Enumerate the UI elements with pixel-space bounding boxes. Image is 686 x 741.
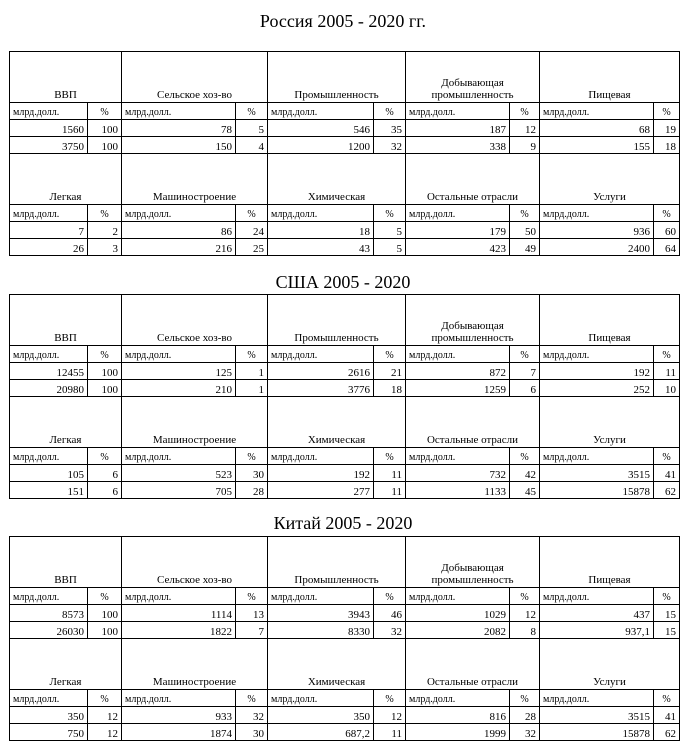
unit-label: млрд.долл. [122, 103, 236, 120]
percent-cell: 60 [654, 222, 680, 239]
percent-cell: 11 [374, 465, 406, 482]
percent-label: % [374, 205, 406, 222]
unit-label: млрд.долл. [268, 690, 374, 707]
value-cell: 546 [268, 120, 374, 137]
value-cell: 816 [406, 707, 510, 724]
percent-cell: 8 [510, 622, 540, 639]
percent-label: % [510, 588, 540, 605]
percent-cell: 46 [374, 605, 406, 622]
percent-cell: 28 [510, 707, 540, 724]
percent-label: % [88, 205, 122, 222]
percent-label: % [374, 103, 406, 120]
value-cell: 3943 [268, 605, 374, 622]
percent-label: % [236, 205, 268, 222]
percent-cell: 6 [88, 482, 122, 499]
percent-cell: 7 [510, 363, 540, 380]
value-cell: 872 [406, 363, 510, 380]
percent-cell: 28 [236, 482, 268, 499]
column-header: Добывающая промышленность [406, 537, 540, 588]
value-cell: 78 [122, 120, 236, 137]
column-header: Услуги [540, 154, 680, 205]
unit-label: млрд.долл. [406, 103, 510, 120]
value-cell: 1200 [268, 137, 374, 154]
percent-cell: 6 [88, 465, 122, 482]
percent-cell: 18 [654, 137, 680, 154]
header-row [10, 52, 680, 103]
percent-cell: 1 [236, 363, 268, 380]
unit-label: млрд.долл. [268, 448, 374, 465]
percent-label: % [510, 448, 540, 465]
column-header: Услуги [540, 397, 680, 448]
percent-cell: 30 [236, 724, 268, 741]
unit-row [10, 588, 680, 605]
table-row [10, 120, 680, 137]
value-cell: 350 [268, 707, 374, 724]
percent-cell: 15 [654, 622, 680, 639]
column-header: Пищевая [540, 295, 680, 346]
value-cell: 1029 [406, 605, 510, 622]
percent-label: % [510, 346, 540, 363]
column-header: ВВП [10, 52, 122, 103]
unit-label: млрд.долл. [406, 588, 510, 605]
percent-label: % [88, 103, 122, 120]
percent-label: % [236, 588, 268, 605]
column-header: Легкая [10, 154, 122, 205]
table-row [10, 137, 680, 154]
value-cell: 252 [540, 380, 654, 397]
section-title: Китай 2005 - 2020 [273, 513, 413, 533]
unit-label: млрд.долл. [540, 103, 654, 120]
percent-cell: 5 [374, 239, 406, 256]
percent-label: % [374, 448, 406, 465]
percent-cell: 100 [88, 120, 122, 137]
unit-label: млрд.долл. [10, 588, 88, 605]
percent-cell: 30 [236, 465, 268, 482]
unit-row [10, 346, 680, 363]
percent-label: % [654, 103, 680, 120]
column-header: Пищевая [540, 52, 680, 103]
unit-label: млрд.долл. [268, 205, 374, 222]
percent-label: % [654, 346, 680, 363]
table-row [10, 465, 680, 482]
value-cell: 750 [10, 724, 88, 741]
value-cell: 437 [540, 605, 654, 622]
value-cell: 1874 [122, 724, 236, 741]
unit-label: млрд.долл. [10, 205, 88, 222]
unit-label: млрд.долл. [540, 346, 654, 363]
unit-label: млрд.долл. [406, 690, 510, 707]
column-header: Химическая [268, 639, 406, 690]
unit-label: млрд.долл. [10, 448, 88, 465]
percent-cell: 100 [88, 605, 122, 622]
value-cell: 2400 [540, 239, 654, 256]
value-cell: 732 [406, 465, 510, 482]
value-cell: 933 [122, 707, 236, 724]
value-cell: 1822 [122, 622, 236, 639]
percent-cell: 100 [88, 363, 122, 380]
value-cell: 18 [268, 222, 374, 239]
percent-label: % [236, 103, 268, 120]
unit-row [10, 205, 680, 222]
column-header: Промышленность [268, 295, 406, 346]
table-row [10, 363, 680, 380]
column-header: Легкая [10, 639, 122, 690]
column-header: Легкая [10, 397, 122, 448]
percent-label: % [654, 205, 680, 222]
column-header: Машиностроение [122, 397, 268, 448]
column-header: Пищевая [540, 537, 680, 588]
percent-cell: 10 [654, 380, 680, 397]
unit-label: млрд.долл. [540, 205, 654, 222]
percent-cell: 100 [88, 380, 122, 397]
value-cell: 1114 [122, 605, 236, 622]
column-header: Сельское хоз-во [122, 295, 268, 346]
value-cell: 1259 [406, 380, 510, 397]
value-cell: 187 [406, 120, 510, 137]
value-cell: 3515 [540, 707, 654, 724]
value-cell: 3750 [10, 137, 88, 154]
percent-cell: 32 [374, 622, 406, 639]
value-cell: 12455 [10, 363, 88, 380]
value-cell: 216 [122, 239, 236, 256]
table-row [10, 239, 680, 256]
percent-cell: 11 [374, 482, 406, 499]
industry-table [9, 294, 680, 499]
value-cell: 8330 [268, 622, 374, 639]
percent-cell: 19 [654, 120, 680, 137]
column-header: Сельское хоз-во [122, 537, 268, 588]
percent-cell: 49 [510, 239, 540, 256]
value-cell: 1133 [406, 482, 510, 499]
value-cell: 68 [540, 120, 654, 137]
percent-cell: 3 [88, 239, 122, 256]
percent-cell: 32 [510, 724, 540, 741]
value-cell: 937,1 [540, 622, 654, 639]
unit-label: млрд.долл. [406, 448, 510, 465]
unit-label: млрд.долл. [122, 588, 236, 605]
unit-label: млрд.долл. [10, 103, 88, 120]
table-row [10, 724, 680, 741]
header-row [10, 639, 680, 690]
percent-cell: 32 [374, 137, 406, 154]
value-cell: 105 [10, 465, 88, 482]
unit-label: млрд.долл. [406, 205, 510, 222]
table-row [10, 380, 680, 397]
value-cell: 8573 [10, 605, 88, 622]
value-cell: 1560 [10, 120, 88, 137]
percent-cell: 18 [374, 380, 406, 397]
value-cell: 151 [10, 482, 88, 499]
value-cell: 20980 [10, 380, 88, 397]
column-header: Остальные отрасли [406, 397, 540, 448]
percent-cell: 32 [236, 707, 268, 724]
value-cell: 26030 [10, 622, 88, 639]
column-header: ВВП [10, 295, 122, 346]
column-header: ВВП [10, 537, 122, 588]
value-cell: 210 [122, 380, 236, 397]
header-row [10, 397, 680, 448]
percent-label: % [654, 588, 680, 605]
value-cell: 125 [122, 363, 236, 380]
column-header: Промышленность [268, 537, 406, 588]
percent-cell: 2 [88, 222, 122, 239]
percent-cell: 1 [236, 380, 268, 397]
table-row [10, 222, 680, 239]
percent-cell: 12 [88, 724, 122, 741]
percent-label: % [510, 205, 540, 222]
percent-cell: 11 [654, 363, 680, 380]
percent-cell: 5 [374, 222, 406, 239]
percent-cell: 25 [236, 239, 268, 256]
percent-cell: 62 [654, 482, 680, 499]
percent-cell: 12 [88, 707, 122, 724]
column-header: Добывающая промышленность [406, 295, 540, 346]
percent-label: % [88, 690, 122, 707]
percent-label: % [374, 588, 406, 605]
percent-cell: 5 [236, 120, 268, 137]
percent-label: % [88, 346, 122, 363]
percent-label: % [374, 346, 406, 363]
value-cell: 277 [268, 482, 374, 499]
header-row [10, 154, 680, 205]
percent-label: % [654, 690, 680, 707]
unit-label: млрд.долл. [406, 346, 510, 363]
value-cell: 150 [122, 137, 236, 154]
column-header: Машиностроение [122, 154, 268, 205]
percent-cell: 100 [88, 137, 122, 154]
percent-label: % [510, 690, 540, 707]
value-cell: 179 [406, 222, 510, 239]
unit-label: млрд.долл. [268, 588, 374, 605]
value-cell: 523 [122, 465, 236, 482]
value-cell: 2082 [406, 622, 510, 639]
column-header: Добывающая промышленность [406, 52, 540, 103]
value-cell: 7 [10, 222, 88, 239]
value-cell: 155 [540, 137, 654, 154]
table-row [10, 622, 680, 639]
percent-cell: 42 [510, 465, 540, 482]
column-header: Услуги [540, 639, 680, 690]
value-cell: 350 [10, 707, 88, 724]
unit-label: млрд.долл. [540, 448, 654, 465]
unit-label: млрд.долл. [268, 103, 374, 120]
column-header: Остальные отрасли [406, 639, 540, 690]
percent-label: % [88, 448, 122, 465]
header-row [10, 295, 680, 346]
unit-label: млрд.долл. [122, 205, 236, 222]
percent-cell: 64 [654, 239, 680, 256]
percent-cell: 12 [374, 707, 406, 724]
percent-cell: 11 [374, 724, 406, 741]
value-cell: 192 [268, 465, 374, 482]
percent-label: % [236, 346, 268, 363]
unit-label: млрд.долл. [10, 690, 88, 707]
column-header: Химическая [268, 154, 406, 205]
section-title: США 2005 - 2020 [275, 272, 411, 292]
percent-cell: 45 [510, 482, 540, 499]
percent-cell: 13 [236, 605, 268, 622]
percent-label: % [374, 690, 406, 707]
percent-cell: 21 [374, 363, 406, 380]
percent-cell: 7 [236, 622, 268, 639]
percent-label: % [510, 103, 540, 120]
percent-cell: 41 [654, 465, 680, 482]
value-cell: 15878 [540, 724, 654, 741]
value-cell: 936 [540, 222, 654, 239]
column-header: Промышленность [268, 52, 406, 103]
percent-cell: 50 [510, 222, 540, 239]
unit-label: млрд.долл. [122, 346, 236, 363]
value-cell: 423 [406, 239, 510, 256]
value-cell: 43 [268, 239, 374, 256]
unit-row [10, 690, 680, 707]
value-cell: 1999 [406, 724, 510, 741]
percent-cell: 35 [374, 120, 406, 137]
unit-label: млрд.долл. [268, 346, 374, 363]
header-row [10, 537, 680, 588]
percent-label: % [88, 588, 122, 605]
percent-cell: 41 [654, 707, 680, 724]
unit-row [10, 448, 680, 465]
unit-label: млрд.долл. [122, 690, 236, 707]
table-row [10, 605, 680, 622]
value-cell: 15878 [540, 482, 654, 499]
unit-label: млрд.долл. [10, 346, 88, 363]
table-row [10, 482, 680, 499]
percent-cell: 100 [88, 622, 122, 639]
column-header: Машиностроение [122, 639, 268, 690]
table-row [10, 707, 680, 724]
value-cell: 338 [406, 137, 510, 154]
column-header: Химическая [268, 397, 406, 448]
column-header: Остальные отрасли [406, 154, 540, 205]
percent-cell: 12 [510, 605, 540, 622]
column-header: Сельское хоз-во [122, 52, 268, 103]
value-cell: 86 [122, 222, 236, 239]
percent-cell: 62 [654, 724, 680, 741]
value-cell: 192 [540, 363, 654, 380]
percent-cell: 6 [510, 380, 540, 397]
value-cell: 3776 [268, 380, 374, 397]
industry-table [9, 536, 680, 741]
industry-table [9, 51, 680, 256]
percent-cell: 9 [510, 137, 540, 154]
percent-label: % [236, 448, 268, 465]
percent-label: % [236, 690, 268, 707]
percent-cell: 15 [654, 605, 680, 622]
value-cell: 705 [122, 482, 236, 499]
value-cell: 3515 [540, 465, 654, 482]
value-cell: 26 [10, 239, 88, 256]
section-title: Россия 2005 - 2020 гг. [259, 11, 427, 31]
value-cell: 687,2 [268, 724, 374, 741]
percent-cell: 4 [236, 137, 268, 154]
percent-cell: 12 [510, 120, 540, 137]
percent-label: % [654, 448, 680, 465]
unit-label: млрд.долл. [122, 448, 236, 465]
unit-label: млрд.долл. [540, 588, 654, 605]
percent-cell: 24 [236, 222, 268, 239]
value-cell: 2616 [268, 363, 374, 380]
unit-row [10, 103, 680, 120]
unit-label: млрд.долл. [540, 690, 654, 707]
